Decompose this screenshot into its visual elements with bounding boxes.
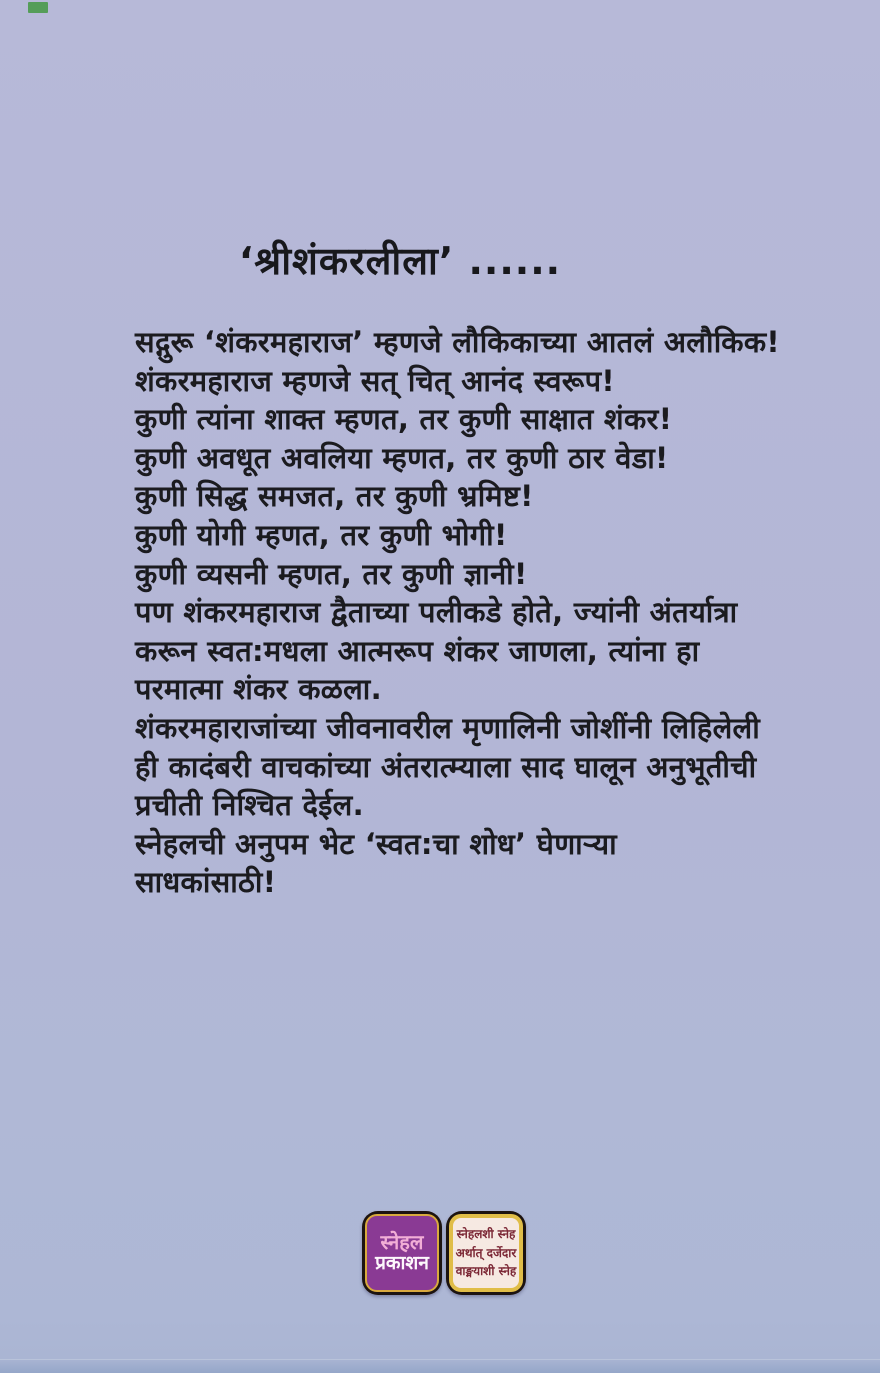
blurb-line: साधकांसाठी! [135, 865, 277, 900]
book-title: ‘श्रीशंकरलीला’ ...... [238, 239, 562, 283]
blurb-line: कुणी त्यांना शाक्त म्हणत, तर कुणी साक्षात शंकर! [135, 402, 673, 437]
publisher-logo [362, 1211, 526, 1295]
publisher-tagline-line: वाङ्मयाशी स्नेह [455, 1264, 517, 1279]
blurb-line: परमात्मा शंकर कळला. [135, 672, 382, 707]
blurb-line: शंकरमहाराजांच्या जीवनावरील मृणालिनी जोशींनी लिहिलेली [135, 710, 761, 745]
blurb-line: कुणी अवधूत अवलिया म्हणत, तर कुणी ठार वेडा! [135, 440, 669, 475]
publisher-name-box [362, 1211, 442, 1295]
blurb-text-block [135, 323, 780, 902]
blurb-line: कुणी सिद्ध समजत, तर कुणी भ्रमिष्ट! [135, 479, 534, 514]
blurb-line: कुणी योगी म्हणत, तर कुणी भोगी! [135, 517, 508, 552]
blurb-line: करून स्वत:मधला आत्मरूप शंकर जाणला, त्यांना हा [135, 633, 700, 668]
publisher-tagline-line: अर्थात् दर्जेदार [455, 1245, 517, 1260]
blurb-line: स्नेहलची अनुपम भेट ‘स्वत:चा शोध’ घेणाऱ्या [135, 826, 617, 861]
scan-edge-band [0, 1359, 880, 1373]
blurb-line: सद्गुरू ‘शंकरमहाराज’ म्हणजे लौकिकाच्या आतलं अलौकिक! [135, 325, 780, 359]
blurb-line: शंकरमहाराज म्हणजे सत् चित् आनंद स्वरूप! [135, 363, 615, 398]
publisher-name-top: स्नेहल [380, 1230, 424, 1255]
blurb-line: पण शंकरमहाराज द्वैताच्या पलीकडे होते, ज्यांनी अंतर्यात्रा [135, 595, 738, 630]
scan-artifact-mark [28, 2, 48, 13]
publisher-name-bottom: प्रकाशन [375, 1252, 429, 1275]
blurb-line: प्रचीती निश्चित देईल. [135, 788, 364, 823]
blurb-line: कुणी व्यसनी म्हणत, तर कुणी ज्ञानी! [135, 556, 528, 591]
blurb-line: ही कादंबरी वाचकांच्या अंतरात्म्याला साद घालून अनुभूतीची [135, 749, 757, 784]
publisher-tagline-box [446, 1211, 526, 1295]
publisher-tagline-line: स्नेहलशी स्नेह [456, 1227, 516, 1242]
